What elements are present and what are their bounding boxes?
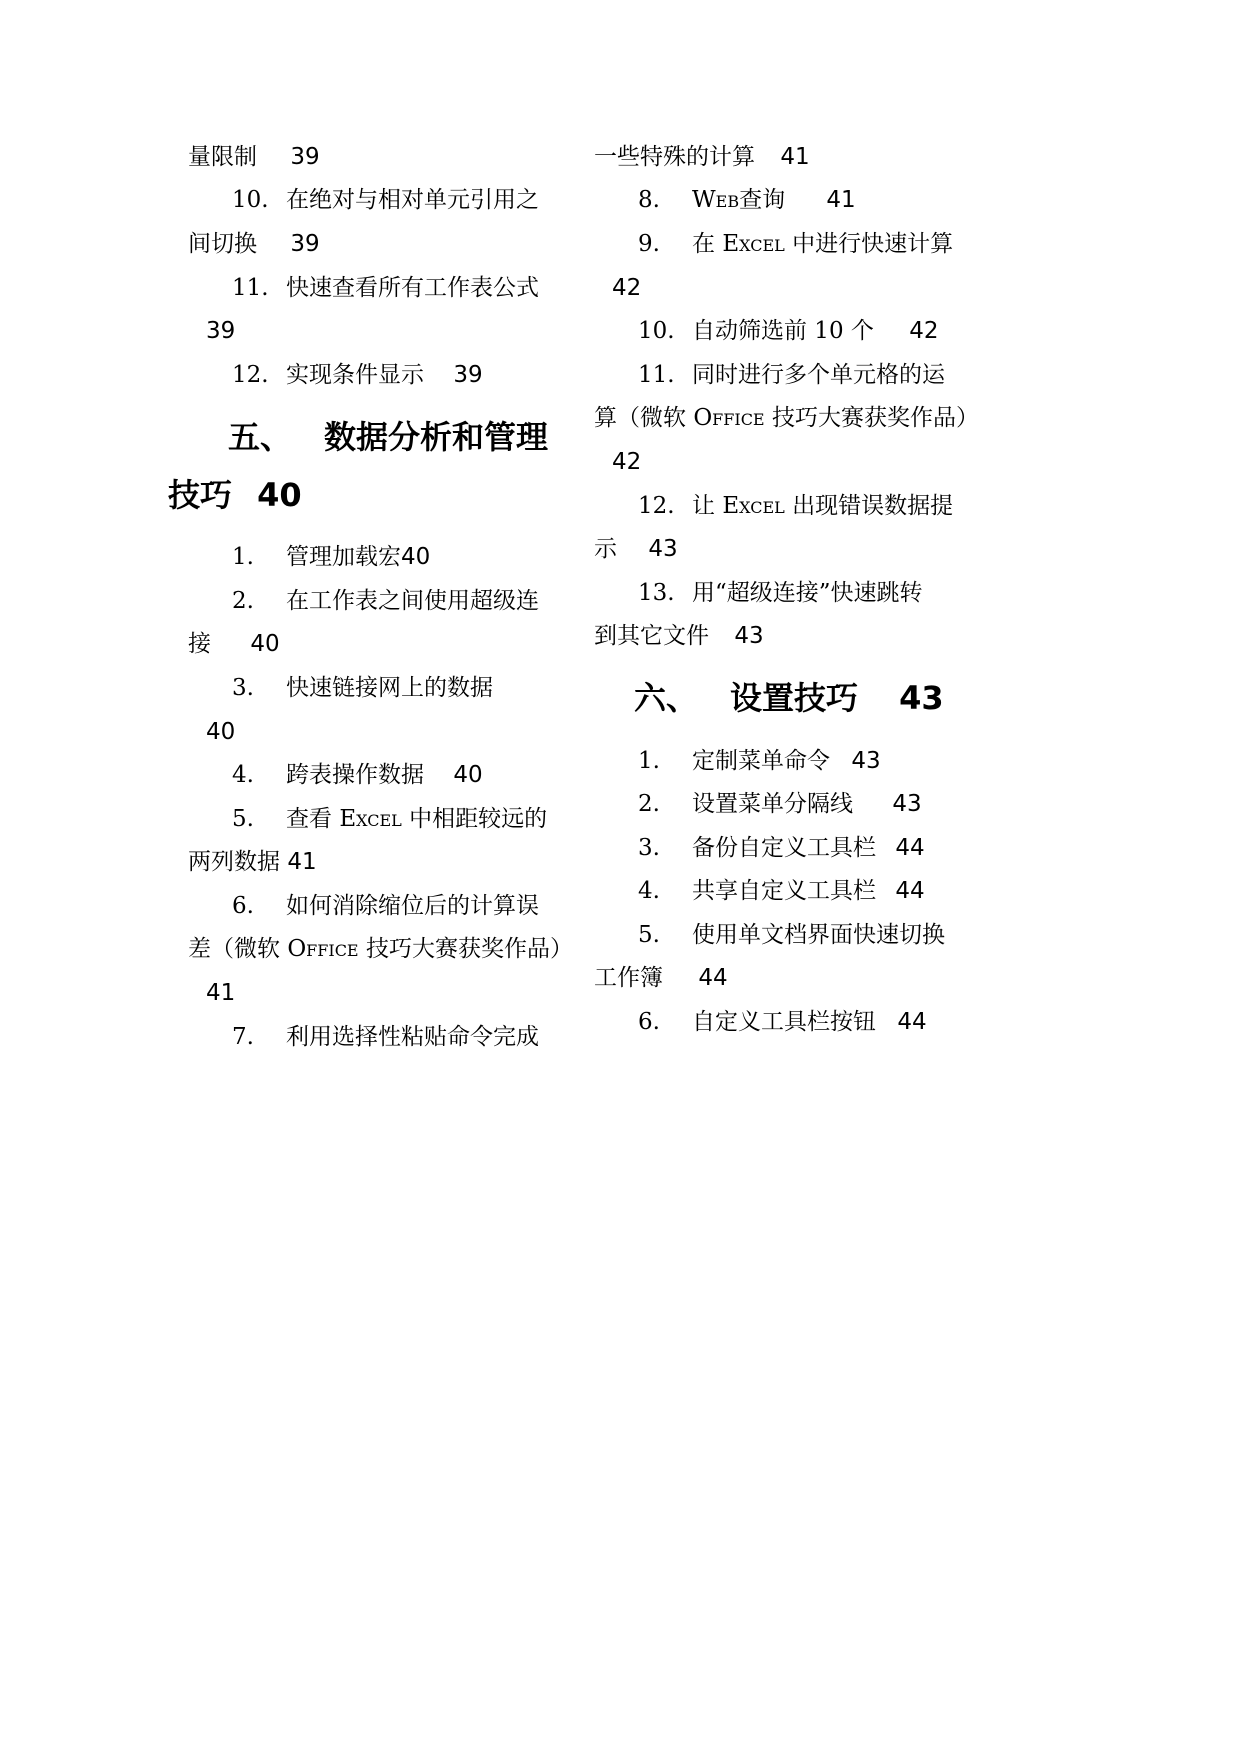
- entry-number: 13.: [638, 580, 675, 606]
- section-title-continuation[interactable]: [168, 473, 302, 517]
- entry-text-smallcaps: Excel: [339, 806, 402, 832]
- entry-page: 43: [851, 748, 881, 774]
- section-title[interactable]: 数据分析和管理: [324, 418, 549, 456]
- entry-text-smallcaps: Web: [692, 187, 740, 213]
- entry-page: 44: [895, 835, 925, 861]
- toc-entry[interactable]: [692, 832, 925, 864]
- toc-entry-continuation[interactable]: [188, 141, 320, 173]
- entry-text-smallcaps: Excel: [722, 231, 785, 257]
- entry-page[interactable]: 41: [206, 980, 236, 1006]
- entry-text: 利用选择性粘贴命令完成: [286, 1024, 539, 1050]
- entry-page: 42: [909, 318, 939, 344]
- entry-page: 39: [290, 231, 320, 257]
- entry-number: 7.: [232, 1024, 254, 1050]
- entry-text: 技巧大赛获奖作品）: [771, 405, 979, 431]
- entry-text: 接: [188, 631, 211, 657]
- section-page: 40: [257, 476, 302, 514]
- toc-entry-continuation[interactable]: [594, 620, 764, 652]
- entry-number: 5.: [638, 922, 660, 948]
- entry-text: 自定义工具栏按钮: [692, 1009, 876, 1035]
- entry-text: 查看: [286, 806, 332, 832]
- entry-page[interactable]: 39: [206, 318, 236, 344]
- entry-text: 如何消除缩位后的计算误: [286, 893, 539, 919]
- entry-text: 使用单文档界面快速切换: [692, 922, 945, 948]
- entry-text: 快速链接网上的数据: [286, 675, 493, 701]
- toc-entry-continuation[interactable]: [594, 533, 678, 565]
- toc-entry-continuation[interactable]: [594, 141, 810, 173]
- entry-page: 39: [453, 362, 483, 388]
- entry-number: 2.: [638, 791, 660, 817]
- toc-entry[interactable]: [286, 890, 539, 922]
- entry-text: 快速查看所有工作表公式: [286, 275, 539, 301]
- toc-entry-continuation[interactable]: [188, 228, 320, 260]
- toc-entry[interactable]: [692, 745, 881, 777]
- entry-text: 备份自定义工具栏: [692, 835, 876, 861]
- entry-number: 6.: [638, 1009, 660, 1035]
- toc-entry-continuation[interactable]: [188, 933, 573, 965]
- entry-text: 用“超级连接”快速跳转: [692, 580, 923, 606]
- entry-text: 跨表操作数据: [286, 762, 424, 788]
- entry-number: 12.: [638, 493, 675, 519]
- entry-number: 4.: [638, 878, 660, 904]
- entry-text: 出现错误数据提: [792, 493, 954, 519]
- entry-page: 41: [287, 849, 317, 875]
- toc-entry-continuation[interactable]: [594, 402, 979, 434]
- entry-text: 两列数据: [188, 849, 280, 875]
- toc-entry[interactable]: [286, 1021, 539, 1053]
- entry-number: 4.: [232, 762, 254, 788]
- toc-entry[interactable]: [692, 315, 938, 347]
- entry-text: 在绝对与相对单元引用之: [286, 187, 539, 213]
- entry-text: 一些特殊的计算: [594, 144, 755, 170]
- entry-number: 1.: [232, 544, 254, 570]
- entry-page[interactable]: 40: [206, 719, 236, 745]
- entry-text: 在: [692, 231, 715, 257]
- entry-text: 工作簿: [594, 965, 663, 991]
- section-title-tail: 技巧: [168, 476, 233, 514]
- entry-page: 40: [453, 762, 483, 788]
- toc-column-right: [594, 0, 1241, 1754]
- toc-entry[interactable]: [286, 184, 539, 216]
- entry-number: 1.: [638, 748, 660, 774]
- entry-text: 中进行快速计算: [792, 231, 954, 257]
- entry-text: 共享自定义工具栏: [692, 878, 876, 904]
- section-number: 六、: [634, 679, 699, 717]
- entry-text: 同时进行多个单元格的运: [692, 362, 945, 388]
- entry-text: 管理加载宏: [286, 544, 401, 570]
- toc-entry[interactable]: [286, 541, 430, 573]
- section-title[interactable]: [730, 676, 944, 720]
- toc-entry[interactable]: [286, 585, 539, 617]
- toc-entry[interactable]: [286, 272, 539, 304]
- entry-page: 43: [892, 791, 922, 817]
- toc-column-left: [0, 0, 620, 1754]
- entry-page: 44: [897, 1009, 927, 1035]
- toc-entry[interactable]: [692, 359, 945, 391]
- entry-number: 10.: [638, 318, 675, 344]
- entry-number: 5.: [232, 806, 254, 832]
- entry-number: 10.: [232, 187, 269, 213]
- toc-entry[interactable]: [692, 875, 925, 907]
- section-title-text: 设置技巧: [730, 679, 859, 717]
- entry-page: 40: [401, 544, 431, 570]
- entry-page: 44: [698, 965, 728, 991]
- entry-text: 实现条件显示: [286, 362, 424, 388]
- toc-entry[interactable]: [692, 490, 953, 522]
- toc-entry-continuation[interactable]: [594, 962, 728, 994]
- entry-text: 查询: [739, 187, 786, 213]
- entry-text: 间切换: [188, 231, 257, 257]
- toc-entry[interactable]: [286, 803, 547, 835]
- entry-text: 量限制: [188, 144, 257, 170]
- entry-text: 自动筛选前 10 个: [692, 318, 874, 344]
- entry-text: 差（微软: [188, 936, 280, 962]
- entry-page: 40: [250, 631, 280, 657]
- toc-entry[interactable]: [286, 672, 493, 704]
- toc-entry[interactable]: [286, 359, 483, 391]
- entry-number: 12.: [232, 362, 269, 388]
- section-number: 五、: [228, 418, 293, 456]
- entry-number: 3.: [232, 675, 254, 701]
- entry-text: 中相距较远的: [409, 806, 548, 832]
- toc-entry[interactable]: [286, 759, 483, 791]
- entry-text-smallcaps: Office: [693, 405, 765, 431]
- entry-text: 到其它文件: [594, 623, 709, 649]
- entry-number: 11.: [232, 275, 269, 301]
- entry-text-smallcaps: Office: [287, 936, 359, 962]
- entry-number: 6.: [232, 893, 254, 919]
- toc-entry-continuation[interactable]: [188, 846, 317, 878]
- entry-page: 41: [780, 144, 810, 170]
- entry-page: 39: [290, 144, 320, 170]
- entry-text: 算（微软: [594, 405, 686, 431]
- toc-entry[interactable]: [692, 184, 856, 216]
- entry-text: 在工作表之间使用超级连: [286, 588, 539, 614]
- toc-entry-continuation[interactable]: [188, 628, 280, 660]
- entry-text: 定制菜单命令: [692, 748, 830, 774]
- entry-page: 43: [734, 623, 764, 649]
- entry-page[interactable]: 42: [612, 275, 642, 301]
- entry-page: 41: [826, 187, 856, 213]
- entry-number: 3.: [638, 835, 660, 861]
- section-page: 43: [899, 679, 944, 717]
- toc-entry[interactable]: [692, 228, 953, 260]
- entry-text: 技巧大赛获奖作品）: [365, 936, 573, 962]
- entry-number: 8.: [638, 187, 660, 213]
- entry-page: 44: [895, 878, 925, 904]
- entry-page[interactable]: 42: [612, 449, 642, 475]
- entry-text-smallcaps: Excel: [722, 493, 785, 519]
- entry-text: 设置菜单分隔线: [692, 791, 853, 817]
- entry-page: 43: [648, 536, 678, 562]
- entry-text: 示: [594, 536, 617, 562]
- entry-number: 2.: [232, 588, 254, 614]
- toc-entry[interactable]: [692, 919, 945, 951]
- toc-entry[interactable]: [692, 577, 923, 609]
- entry-text: 让: [692, 493, 715, 519]
- entry-number: 9.: [638, 231, 660, 257]
- toc-entry[interactable]: [692, 1006, 927, 1038]
- toc-entry[interactable]: [692, 788, 922, 820]
- entry-number: 11.: [638, 362, 675, 388]
